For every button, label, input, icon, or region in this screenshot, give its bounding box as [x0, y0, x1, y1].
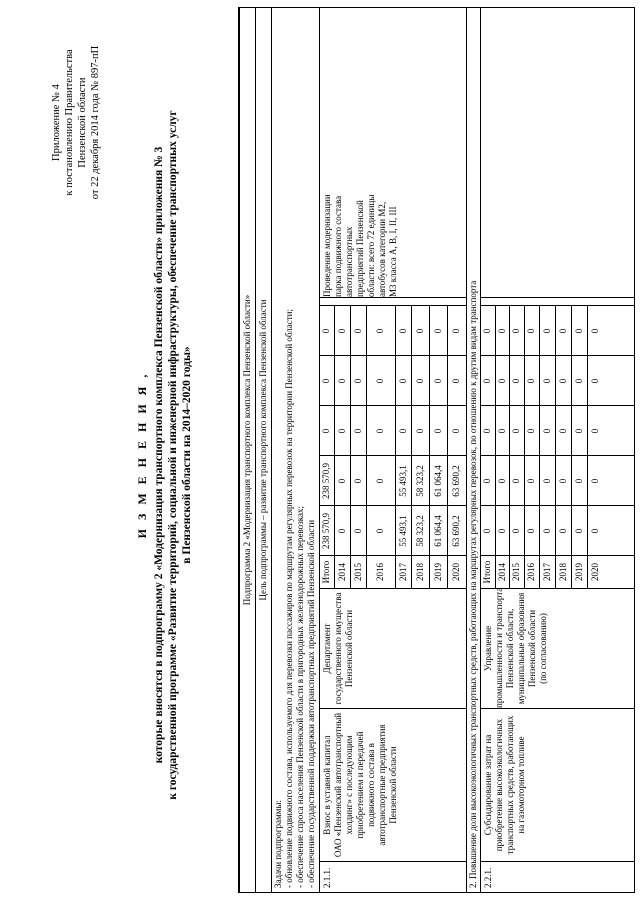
value-cell: 0: [414, 328, 425, 334]
value-cell: 0: [375, 428, 385, 434]
year-cell: 2019: [573, 563, 584, 581]
table-rule: [634, 8, 635, 892]
task-line: - обеспечение спроса населения Пензенской области в пригородных железнодорожных перевозках;: [295, 506, 305, 888]
result-line: предприятий Пензенской: [355, 200, 365, 297]
value-cell: 63 690,2: [451, 465, 461, 497]
value-cell: 0: [414, 378, 425, 384]
value-cell: 0: [482, 428, 492, 434]
table-rule: [319, 355, 466, 356]
measure-name-line: Субсидирование затрат на: [483, 734, 493, 836]
table-rule: [480, 405, 634, 406]
year-cell: 2015: [352, 563, 363, 581]
value-cell: 0: [496, 528, 507, 534]
table-rule: [509, 306, 510, 589]
value-cell: 0: [375, 328, 385, 334]
measure-name-line: автотранспортные предприятия: [377, 724, 387, 846]
value-cell: 0: [352, 528, 363, 534]
value-cell: 0: [526, 428, 536, 434]
year-cell: Итого: [321, 560, 331, 584]
table-rule: [319, 297, 466, 298]
value-cell: 0: [511, 528, 521, 534]
executor-line: Управление: [483, 625, 493, 672]
value-cell: 0: [336, 528, 347, 534]
value-cell: 0: [541, 378, 552, 384]
executor-line: Пензенской области: [344, 609, 354, 688]
value-cell: 0: [511, 428, 521, 434]
table-rule: [480, 505, 634, 506]
value-cell: 238 570,9: [321, 463, 331, 499]
row-number: 2.2.1.: [483, 867, 493, 888]
appendix-block: [50, 40, 102, 205]
table-rule: [480, 455, 634, 456]
changes-table: [238, 7, 635, 893]
measure-name-line: приобретением и передачей: [355, 731, 365, 839]
table-rule: [395, 306, 396, 589]
executor-line: муниципальные образования: [516, 592, 526, 705]
result-line: области: всего 72 единицы: [366, 194, 376, 297]
table-rule: [319, 505, 466, 506]
table-rule: [480, 297, 634, 298]
appendix-line: к постановлению Правительства: [64, 49, 75, 196]
value-cell: 0: [496, 378, 507, 384]
year-cell: 2018: [414, 563, 425, 581]
value-cell: 0: [526, 328, 536, 334]
result-line: автотранспортных: [344, 226, 354, 297]
value-cell: 0: [526, 378, 536, 384]
value-cell: 238 570,9: [321, 513, 331, 549]
value-cell: 0: [375, 378, 385, 384]
table-rule: [429, 306, 430, 589]
heading-title: И З М Е Н Е Н И Я ,: [135, 371, 149, 539]
task-2-title: 2. Повышение доли высокоэкологичных транспортных средств, работающих на маршрутах регулярных перевозок, по отношению к другим видам транспорта: [468, 280, 478, 888]
year-cell: Итого: [482, 560, 492, 584]
measure-name-line: подвижного состава в: [366, 743, 376, 827]
value-cell: 55 493,1: [397, 465, 408, 497]
year-cell: 2020: [451, 563, 461, 581]
table-rule: [480, 861, 634, 862]
appendix-line: Пензенской области: [77, 77, 88, 168]
value-cell: 0: [352, 328, 363, 334]
value-cell: 0: [557, 528, 568, 534]
year-cell: 2017: [397, 563, 408, 581]
table-rule: [571, 306, 572, 589]
value-cell: 0: [432, 378, 443, 384]
measure-name-line: ОАО «Пензенский автотранспортный: [333, 712, 343, 858]
row-number: 2.1.1.: [322, 867, 332, 888]
value-cell: 0: [496, 428, 507, 434]
table-rule: [539, 306, 540, 589]
year-cell: 2014: [336, 563, 347, 581]
value-cell: 0: [526, 528, 536, 534]
value-cell: 63 690,2: [451, 515, 461, 547]
value-cell: 55 493,1: [397, 515, 408, 547]
table-rule: [480, 305, 634, 306]
value-cell: 0: [541, 428, 552, 434]
value-cell: 0: [321, 428, 331, 434]
value-cell: 0: [375, 528, 385, 534]
result-line: Проведение модернизации: [322, 194, 332, 297]
value-cell: 0: [526, 478, 536, 484]
value-cell: 0: [589, 478, 600, 484]
value-cell: 0: [573, 428, 584, 434]
table-rule: [555, 306, 556, 589]
value-cell: 0: [321, 378, 331, 384]
value-cell: 0: [573, 478, 584, 484]
appendix-line: Приложение № 4: [51, 84, 62, 161]
measure-name-line: Взнос в уставной капитал: [322, 735, 332, 835]
table-rule: [447, 306, 448, 589]
value-cell: 0: [336, 428, 347, 434]
table-rule: [239, 8, 240, 892]
year-cell: 2017: [541, 563, 552, 581]
value-cell: 0: [482, 378, 492, 384]
table-rule: [319, 455, 466, 456]
value-cell: 0: [414, 428, 425, 434]
value-cell: 61 064,4: [432, 465, 443, 497]
value-cell: 0: [336, 478, 347, 484]
value-cell: 0: [511, 328, 521, 334]
table-rule: [480, 8, 481, 892]
value-cell: 0: [511, 478, 521, 484]
tasks-heading: Задачи подпрограммы:: [273, 800, 283, 888]
table-rule: [319, 305, 466, 306]
subprogram-goal: Цель подпрограммы – развитие транспортного комплекса Пензенской области: [258, 299, 268, 601]
value-cell: 0: [397, 428, 408, 434]
table-rule: [524, 306, 525, 589]
result-line: парка подвижного состава: [333, 195, 343, 297]
value-cell: 0: [336, 328, 347, 334]
heading-line: которые вносятся в подпрограмму 2 «Модернизация транспортного комплекса Пензенской области» приложения № 3: [153, 146, 165, 764]
expected-result: [322, 8, 399, 297]
executor-line: (по согласованию): [538, 613, 548, 684]
heading-line: к государственной программе «Развитие территорий, социальной и инженерной инфраструктуры, обеспечение транспортных услуг: [167, 110, 179, 800]
year-cell: 2016: [526, 563, 536, 581]
year-cell: 2015: [511, 563, 521, 581]
table-rule: [587, 306, 588, 589]
table-rule: [271, 8, 272, 892]
executor-line: Пензенской области,: [505, 608, 515, 689]
year-cell: 2020: [589, 563, 600, 581]
task-line: - обновление подвижного состава, используемого для перевозки пассажиров по маршрутам регулярных перевозок на территории Пензенской области;: [284, 309, 294, 888]
value-cell: 0: [336, 378, 347, 384]
value-cell: 0: [557, 428, 568, 434]
table-rule: [411, 306, 412, 589]
year-cell: 2016: [375, 563, 385, 581]
value-cell: 0: [557, 478, 568, 484]
result-line: автобусов категории М2,: [377, 201, 387, 297]
table-rule: [255, 8, 256, 892]
measure-name-line: транспортных средств, работающих: [505, 715, 515, 855]
executor: [483, 589, 549, 708]
value-cell: 0: [573, 378, 584, 384]
executor-line: промышленности и транспорта: [494, 587, 504, 708]
value-cell: 0: [573, 528, 584, 534]
year-cell: 2018: [557, 563, 568, 581]
executor-line: Департамент: [322, 623, 332, 674]
executor-line: государственного имущества: [333, 592, 343, 705]
value-cell: 0: [352, 478, 363, 484]
table-rule: [319, 405, 466, 406]
value-cell: 0: [482, 478, 492, 484]
value-cell: 0: [557, 328, 568, 334]
value-cell: 0: [496, 478, 507, 484]
document-heading: [135, 75, 194, 835]
value-cell: 0: [573, 328, 584, 334]
value-cell: 0: [511, 378, 521, 384]
value-cell: 58 323,2: [414, 515, 425, 547]
executor: [322, 589, 355, 708]
value-cell: 0: [432, 428, 443, 434]
year-cell: 2019: [432, 563, 443, 581]
measure-name: [322, 709, 399, 861]
measure-name: [483, 709, 527, 861]
measure-name-line: холдинг» с последующим: [344, 735, 354, 835]
value-cell: 0: [589, 528, 600, 534]
value-cell: 0: [541, 328, 552, 334]
value-cell: 0: [589, 328, 600, 334]
value-cell: 0: [451, 328, 461, 334]
value-cell: 0: [482, 528, 492, 534]
value-cell: 0: [482, 328, 492, 334]
value-cell: 0: [397, 328, 408, 334]
value-cell: 0: [589, 378, 600, 384]
measure-name-line: Пензенской области: [388, 746, 398, 824]
table-rule: [466, 8, 467, 892]
result-line: М3 класса А, В, I, II, III: [388, 206, 398, 297]
value-cell: 0: [432, 328, 443, 334]
value-cell: 0: [352, 428, 363, 434]
value-cell: 0: [352, 378, 363, 384]
table-rule: [334, 306, 335, 589]
table-rule: [319, 8, 320, 892]
value-cell: 61 064,4: [432, 515, 443, 547]
appendix-line: от 22 декабря 2014 года № 897-пП: [90, 45, 101, 200]
heading-line: в Пензенской области на 2014–2020 годы»: [181, 346, 193, 564]
task-line: - обеспечение государственной поддержки автотранспортных предприятий Пензенской области: [306, 519, 316, 888]
measure-name-line: приобретение высокоэкологичных: [494, 718, 504, 852]
table-rule: [350, 306, 351, 589]
value-cell: 0: [451, 428, 461, 434]
year-cell: 2014: [496, 563, 507, 581]
value-cell: 0: [589, 428, 600, 434]
table-rule: [319, 861, 466, 862]
value-cell: 0: [541, 478, 552, 484]
executor-line: Пензенской области: [527, 609, 537, 688]
value-cell: 0: [496, 328, 507, 334]
value-cell: 0: [541, 528, 552, 534]
table-rule: [480, 355, 634, 356]
value-cell: 0: [451, 378, 461, 384]
value-cell: 0: [375, 478, 385, 484]
value-cell: 0: [321, 328, 331, 334]
value-cell: 0: [557, 378, 568, 384]
table-rule: [366, 306, 367, 589]
subprogram-title: Подпрограмма 2 «Модернизация транспортного комплекса Пензенской области»: [242, 294, 252, 606]
measure-name-line: на газомоторном топливе: [516, 736, 526, 834]
value-cell: 58 323,2: [414, 465, 425, 497]
value-cell: 0: [397, 378, 408, 384]
